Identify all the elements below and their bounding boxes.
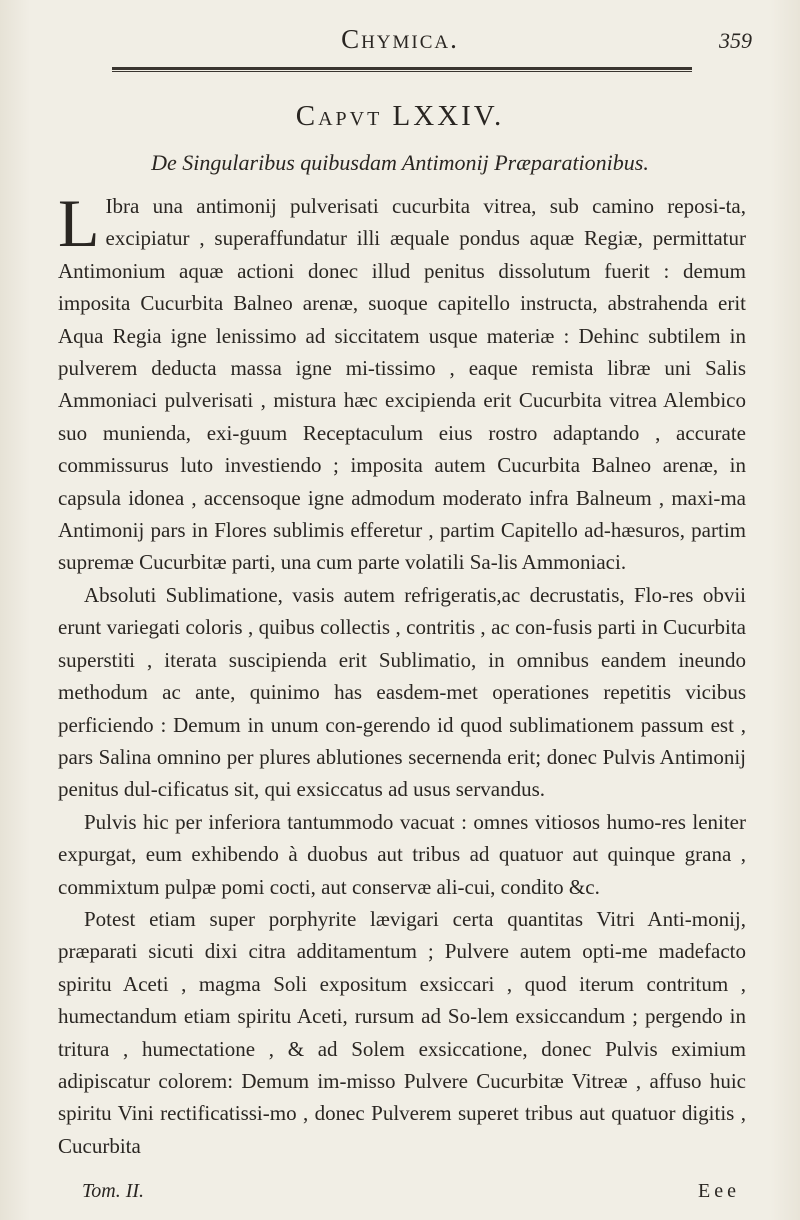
drop-cap: L (58, 185, 100, 261)
paragraph-1-text: Ibra una antimonij pulverisati cucurbita vitrea, sub camino reposi-ta, excipiatur , superaffundatur illi æquale pondus aquæ Regiæ, permittatur Antimonium aquæ actioni donec illud penitus dissolutum fuerit : demum imposita Cucurbita Balneo arenæ, suoque capitello instructa, abstrahenda erit Aqua Regia igne lenissimo ad siccitatem usque materiæ : Dehinc subtilem in pulverem deducta massa igne mi-tissimo , eaque remista libræ uni Salis Ammoniaci pulverisati , mistura hæc excipienda erit Cucurbita vitrea Alembico suo munienda, exi-guum Receptaculum eius rostro adaptando , accurate commissurus luto investiendo ; imposita autem Cucurbita Balneo arenæ, in capsula idonea , accensoque igne admodum moderato infra Balneum , maxi-ma Antimonij pars in Flores sublimis efferetur , partim Capitello ad-hæsuros, partim supremæ Cucurbitæ parti, una cum parte volatili Sa-lis Ammoniaci. (58, 194, 746, 575)
paragraph-4: Potest etiam super porphyrite lævigari certa quantitas Vitri Anti-monij, præparati sicuti dixi citra additamentum ; Pulvere autem opti-me madefacto spiritu Aceti , magma Soli expositum exsiccari , quod iterum contritum , humectandum etiam spiritu Aceti, rursum ad So-lem exsiccandum ; pergendo in tritura , humectatione , & ad Solem exsiccatione, donec Pulvis eximium adipiscatur colorem: Demum im-misso Pulvere Cucurbitæ Vitreæ , affuso huic spiritu Vini rectificatissi-mo , donec Pulverem superet tribus aut quatuor digitis , Cucurbita (58, 906, 746, 1158)
chapter-subtitle: De Singularibus quibusdam Antimonij Præparationibus. (151, 150, 649, 175)
chapter-title: Capvt LXXIV. (295, 100, 505, 132)
page-number: 359 (719, 28, 752, 53)
body-text (58, 185, 746, 1162)
running-head (0, 18, 800, 58)
paragraph-3: Pulvis hic per inferiora tantummodo vacuat : omnes vitiosos humo-res leniter expurgat, eum exhibendo à duobus aut tribus ad quatuor aut quinque grana , commixtum pulpæ pomi cocti, aut conservæ ali-cui, condito &c. (58, 809, 746, 899)
running-title: Chymica. (341, 24, 459, 54)
paragraph-2: Absoluti Sublimatione, vasis autem refrigeratis,ac decrustatis, Flo-res obvii erunt variegati coloris , quibus collectis , contritis , ac con-fusis parti in Cucurbita superstiti , iterata suscipienda erit Sublimatio, in omnibus eandem ineundo methodum ac ante, quinimo has easdem-met operationes repetitis vicibus perficiendo : Demum in unum con-gerendo id quod sublimationem passum est , pars Salina omnino per plures ablutiones secernenda erit; donec Pulvis Antimonij penitus dul-cificatus sit, qui exsiccatus ad usus servandus. (58, 582, 746, 802)
paragraph-1 (58, 185, 746, 579)
signature-mark: Eee (698, 1180, 740, 1202)
page-footer (82, 1180, 740, 1210)
header-rule (112, 67, 692, 72)
volume-mark: Tom. II. (82, 1180, 145, 1202)
